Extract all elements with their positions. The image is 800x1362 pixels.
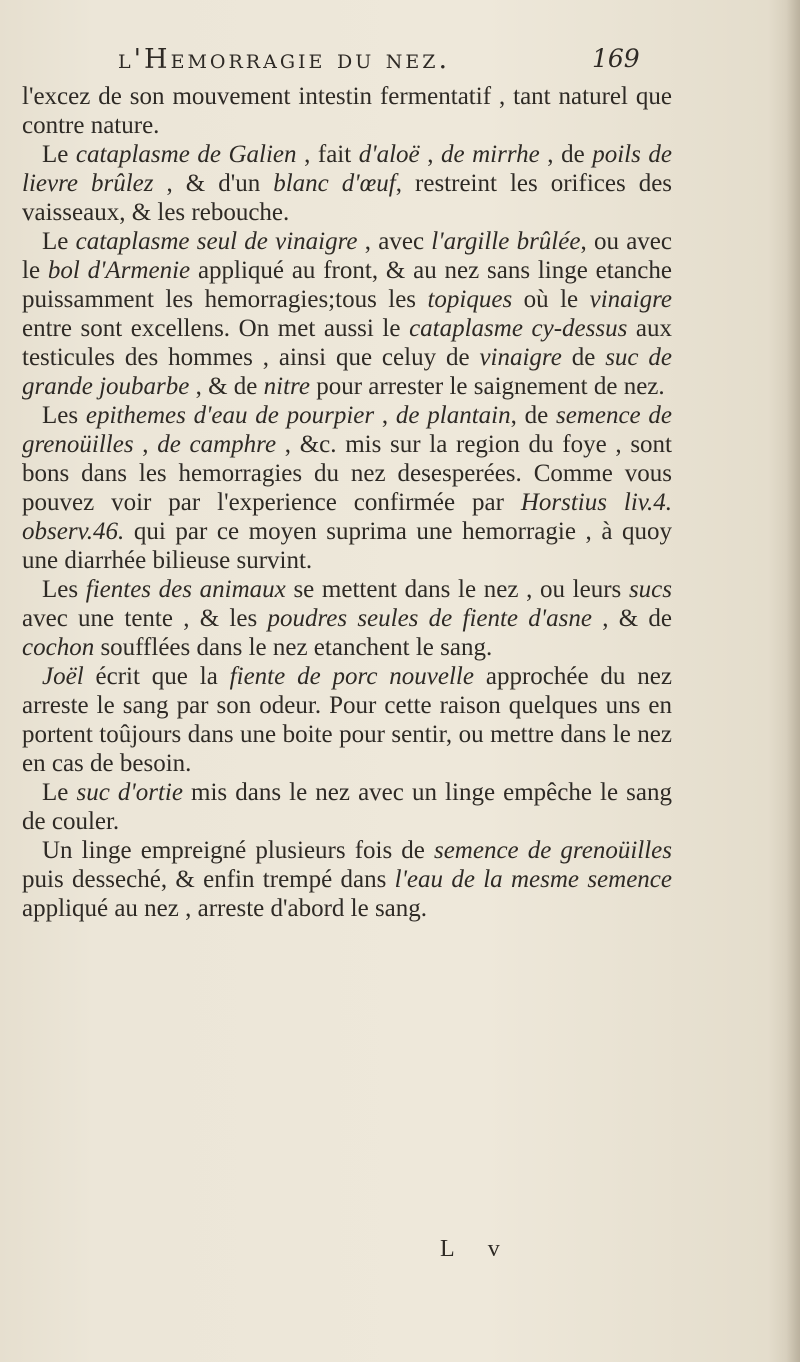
text-run: , — [419, 141, 441, 168]
running-title: l'Hemorragie du nez. — [118, 44, 451, 75]
text-run: approchée du nez arreste le sang par son odeur. Pour cette raison quelques uns en portent toûjours dans une boite pour sentir, ou mettre dans le nez en cas de besoin. — [22, 663, 672, 777]
paragraph — [22, 140, 672, 227]
italic-text: sucs — [628, 576, 672, 603]
italic-text: l'eau de la mesme semence — [394, 866, 672, 893]
text-run: , de — [539, 141, 593, 168]
text-run: entre sont excellens. On met aussi le — [22, 315, 410, 342]
page-number: 169 — [592, 44, 640, 73]
text-run: aux testicules des hommes , ainsi que celuy de — [22, 315, 672, 371]
italic-text: fiente de porc nouvelle — [229, 663, 474, 690]
paragraph — [22, 227, 672, 401]
text-run: Les — [42, 402, 86, 429]
italic-text: cochon — [22, 634, 95, 661]
catchwords: L v — [440, 1236, 514, 1262]
italic-text: cataplasme de Galien — [75, 141, 297, 168]
paragraph — [22, 778, 672, 836]
italic-text: vinaigre — [589, 286, 673, 313]
text-run: Le — [42, 779, 77, 806]
italic-text: de camphre — [157, 431, 277, 458]
body-text — [22, 82, 672, 923]
text-run: , ou avec le — [22, 228, 672, 284]
italic-text: bol d'Armenie — [47, 257, 191, 284]
text-run: , de — [510, 402, 556, 429]
paragraph — [22, 401, 672, 575]
text-run: où le — [512, 286, 590, 313]
text-run: appliqué au nez , arreste d'abord le sang. — [22, 895, 428, 922]
italic-text: d'aloë — [358, 141, 420, 168]
text-run: appliqué au front, & au nez sans linge etanche puissamment les hemorragies;tous les — [22, 257, 672, 313]
text-run: Les — [42, 576, 86, 603]
text-run: écrit que la — [83, 663, 230, 690]
text-run: , — [374, 402, 396, 429]
italic-text: blanc d'œuf — [273, 170, 396, 197]
italic-text: Joël — [42, 663, 84, 690]
text-run: soufflées dans le nez etanchent le sang. — [94, 634, 493, 661]
text-run: Le — [42, 228, 76, 255]
italic-text: poudres seules de fiente d'asne — [267, 605, 592, 632]
paragraph — [22, 82, 672, 140]
text-run: l'excez de son mouvement intestin fermentatif , tant naturel que contre nature. — [22, 83, 672, 139]
text-run: de — [561, 344, 606, 371]
italic-text: nitre — [263, 373, 310, 400]
text-run: , & de — [189, 373, 264, 400]
text-run: , &c. mis sur la region du foye , sont bons dans les hemorragies du nez desesperées. Comme vous pouvez voir par l'experience confirmée par — [22, 431, 672, 516]
paragraph — [22, 575, 672, 662]
page-header — [0, 44, 800, 84]
text-run: Le — [42, 141, 76, 168]
text-run: , — [133, 431, 158, 458]
italic-text: poils de lievre brûlez — [22, 141, 672, 197]
text-run: qui par ce moyen suprima une hemorragie , à quoy une diarrhée bilieuse survint. — [22, 518, 672, 574]
italic-text: suc de grande joubarbe — [22, 344, 673, 400]
italic-text: cataplasme seul de vinaigre — [75, 228, 358, 255]
paragraph — [22, 836, 672, 923]
italic-text: topiques — [427, 286, 513, 313]
italic-text: suc d'ortie — [76, 779, 183, 806]
italic-text: de mirrhe — [440, 141, 540, 168]
italic-text: l'argille brûlée — [431, 228, 581, 255]
text-run: , avec — [357, 228, 432, 255]
italic-text: vinaigre — [479, 344, 562, 371]
text-run: , fait — [296, 141, 359, 168]
italic-text: fientes des animaux — [85, 576, 286, 603]
italic-text: de plantain — [395, 402, 511, 429]
italic-text: epithemes d'eau de pourpier — [85, 402, 375, 429]
text-run: avec une tente , & les — [22, 605, 268, 632]
italic-text: semence de grenoüilles — [22, 402, 672, 458]
page-edge-shadow — [786, 0, 800, 1362]
text-run: puis desseché, & enfin trempé dans — [22, 866, 395, 893]
italic-text: cataplasme cy-dessus — [409, 315, 628, 342]
text-run: Un linge empreigné plusieurs fois de — [42, 837, 434, 864]
paragraph — [22, 662, 672, 778]
text-run: mis dans le nez avec un linge empêche le sang de couler. — [22, 779, 673, 835]
italic-text: Horstius liv.4. observ.46. — [22, 489, 673, 545]
text-run: pour arrester le saignement de nez. — [309, 373, 665, 400]
text-run: , restreint les orifices des vaisseaux, & les rebouche. — [22, 170, 673, 226]
italic-text: semence de grenoüilles — [433, 837, 672, 864]
text-run: , & de — [591, 605, 673, 632]
text-run: se mettent dans le nez , ou leurs — [285, 576, 629, 603]
text-run: , & d'un — [153, 170, 274, 197]
